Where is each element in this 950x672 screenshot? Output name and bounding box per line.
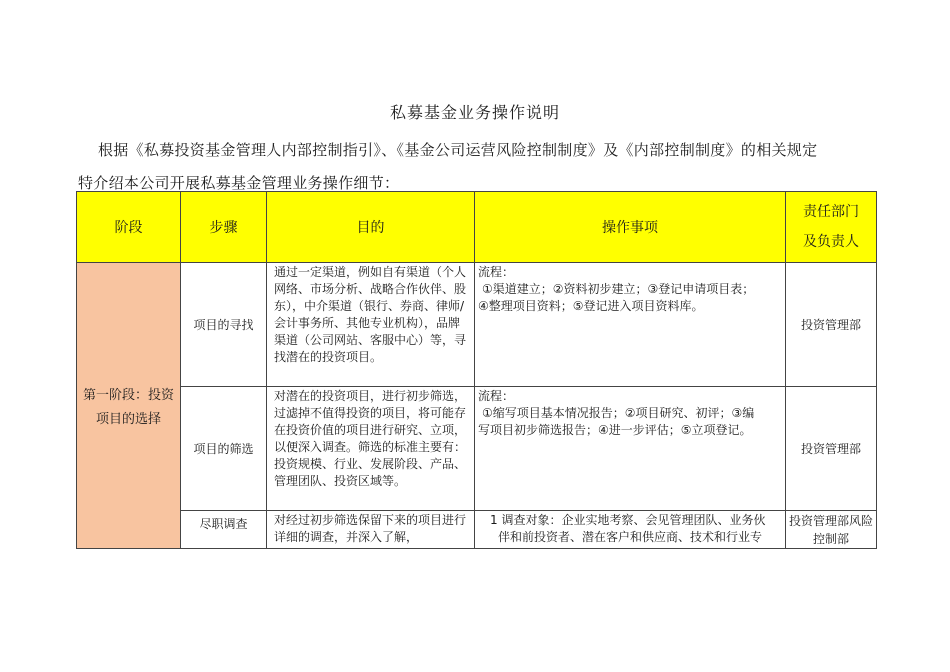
purpose-cell: 对经过初步筛选保留下来的项目进行详细的调查，并深入了解， [267,511,475,549]
ops-line: 伴和前投资者、潜在客户和供应商、技术和行业专 [498,530,763,544]
header-dept [786,192,877,263]
operations-cell [475,263,786,387]
ops-line: 流程： [478,389,515,403]
table-row [77,263,877,387]
ops-line: 流程： [478,265,515,279]
header-step: 步骤 [181,192,267,263]
header-dept-line1: 责任部门 [803,204,859,220]
stage-cell [77,263,181,549]
ops-line: 写项目初步筛选报告；④进一步评估；⑤立项登记。 [478,423,752,437]
step-cell: 项目的筛选 [181,387,267,511]
purpose-cell: 通过一定渠道，例如自有渠道（个人网络、市场分析、战略合作伙伴、股东），中介渠道（银行、券商、律师/会计事务所、其他专业机构），品牌渠道（公司网站、客服中心）等，寻找潜在的投资项目。 [267,263,475,387]
header-purpose: 目的 [267,192,475,263]
document-title: 私募基金业务操作说明 [389,103,560,122]
purpose-cell: 对潜在的投资项目，进行初步筛选，过滤掉不值得投资的项目，将可能存在投资价值的项目进行研究、立项，以便深入调查。筛选的标准主要有：投资规模、行业、发展阶段、产品、管理团队、投资区域等。 [267,387,475,511]
step-cell: 项目的寻找 [181,263,267,387]
table-row [77,511,877,549]
header-operations: 操作事项 [475,192,786,263]
ops-line: ④整理项目资料；⑤登记进入项目资料库。 [478,299,704,313]
ops-line: ①渠道建立；②资料初步建立；③登记申请项目表； [482,282,755,296]
intro-line-2: 特介绍本公司开展私募基金管理业务操作细节： [78,174,400,192]
operations-cell [475,511,786,549]
ops-line: ①缩写项目基本情况报告；②项目研究、初评；③编 [482,406,755,420]
dept-cell: 投资管理部 [786,387,877,511]
ops-line: 1 调查对象：企业实地考察、会见管理团队、业务伙 [490,513,766,527]
dept-cell: 投资管理部风险控制部 [786,511,877,549]
header-dept-line2: 及负责人 [803,234,859,250]
header-stage: 阶段 [77,192,181,263]
operations-cell [475,387,786,511]
header-row [77,192,877,263]
stage-label: 第一阶段：投资项目的选择 [82,388,174,427]
step-cell: 尽职调查 [181,511,267,549]
operations-table [76,191,877,549]
table-row [77,387,877,511]
intro-line-1: 根据《私募投资基金管理人内部控制指引》、《基金公司运营风险控制制度》及《内部控制制度》的相关规定 [98,141,818,159]
dept-cell: 投资管理部 [786,263,877,387]
